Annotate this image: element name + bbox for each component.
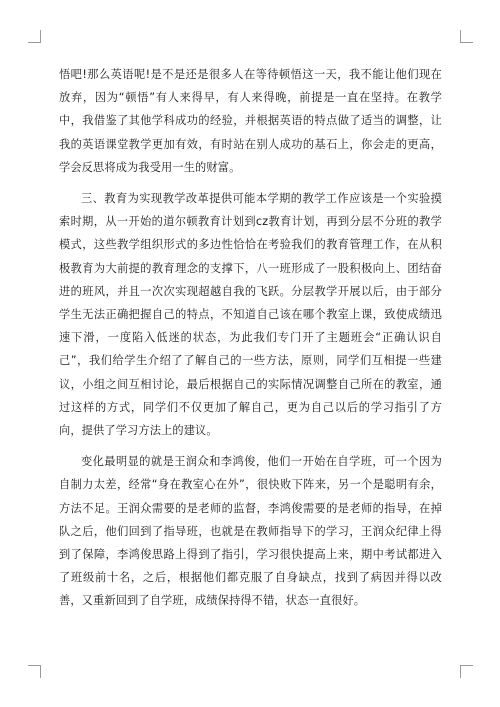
paragraph-continuation: 悟吧!那么英语呢!是不是还是很多人在等待顿悟这一天，我不能让他们现在放弃，因为“顿悟”有人来得早，有人来得晚，前提是一直在坚持。在教学中，我借鉴了其他学科成功的经验，并根据英语的特点做了适当的调整，让我的英语课堂教学更加有效，有时站在别人成功的基石上，你会走的更高，学会反思将成为我受用一生的财富。 (59, 68, 442, 174)
crop-mark-bottom-right (460, 665, 473, 678)
crop-mark-top-left (28, 30, 41, 43)
paragraph-student-changes: 变化最明显的就是王润众和李鸿俊，他们一开始在自学班，可一个因为自制力太差，经常“身在教室心在外”，很快败下阵来，另一个是聪明有余，方法不足。王润众需要的是老师的监督，李鸿俊需要的是老师的指导，在掉队之后，他们回到了指导班，也就是在教师指导下的学习，王润众纪律上得到了保障，李鸿俊思路上得到了指引，学习很快提高上来，期中考试都进入了班级前十名，之后，根据他们都克服了自身缺点，找到了病因并得以改善，又重新回到了自学班，成绩保持得不错，状态一直很好。 (59, 455, 442, 608)
crop-mark-bottom-left (28, 665, 41, 678)
paragraph-section-three: 三、教育为实现教学改革提供可能本学期的教学工作应该是一个实验摸索时期，从一开始的道尔顿教育计划到cz教育计划，再到分层不分班的教学模式，这些教学组织形式的多边性恰恰在考验我们的教育管理工作，在从积极教育为大前提的教育理念的支撑下，八一班形成了一股积极向上、团结奋进的班风，并且一次次实现超越自我的飞跃。分层教学开展以后，由于部分学生无法正确把握自己的特点，不知道自己该在哪个教室上课，致使成绩迅速下滑，一度陷入低迷的状态，为此我们专门开了主题班会“正确认识自己”，我们给学生介绍了了解自己的一些方法，原则，同学们互相提一些建议，小组之间互相讨论，最后根据自己的实际情况调整自己所在的教室，通过这样的方式，同学们不仅更加了解自己，更为自己以后的学习指引了方向，提供了学习方法上的建议。 (59, 192, 442, 438)
document-body (59, 63, 442, 613)
crop-mark-top-right (460, 30, 473, 43)
